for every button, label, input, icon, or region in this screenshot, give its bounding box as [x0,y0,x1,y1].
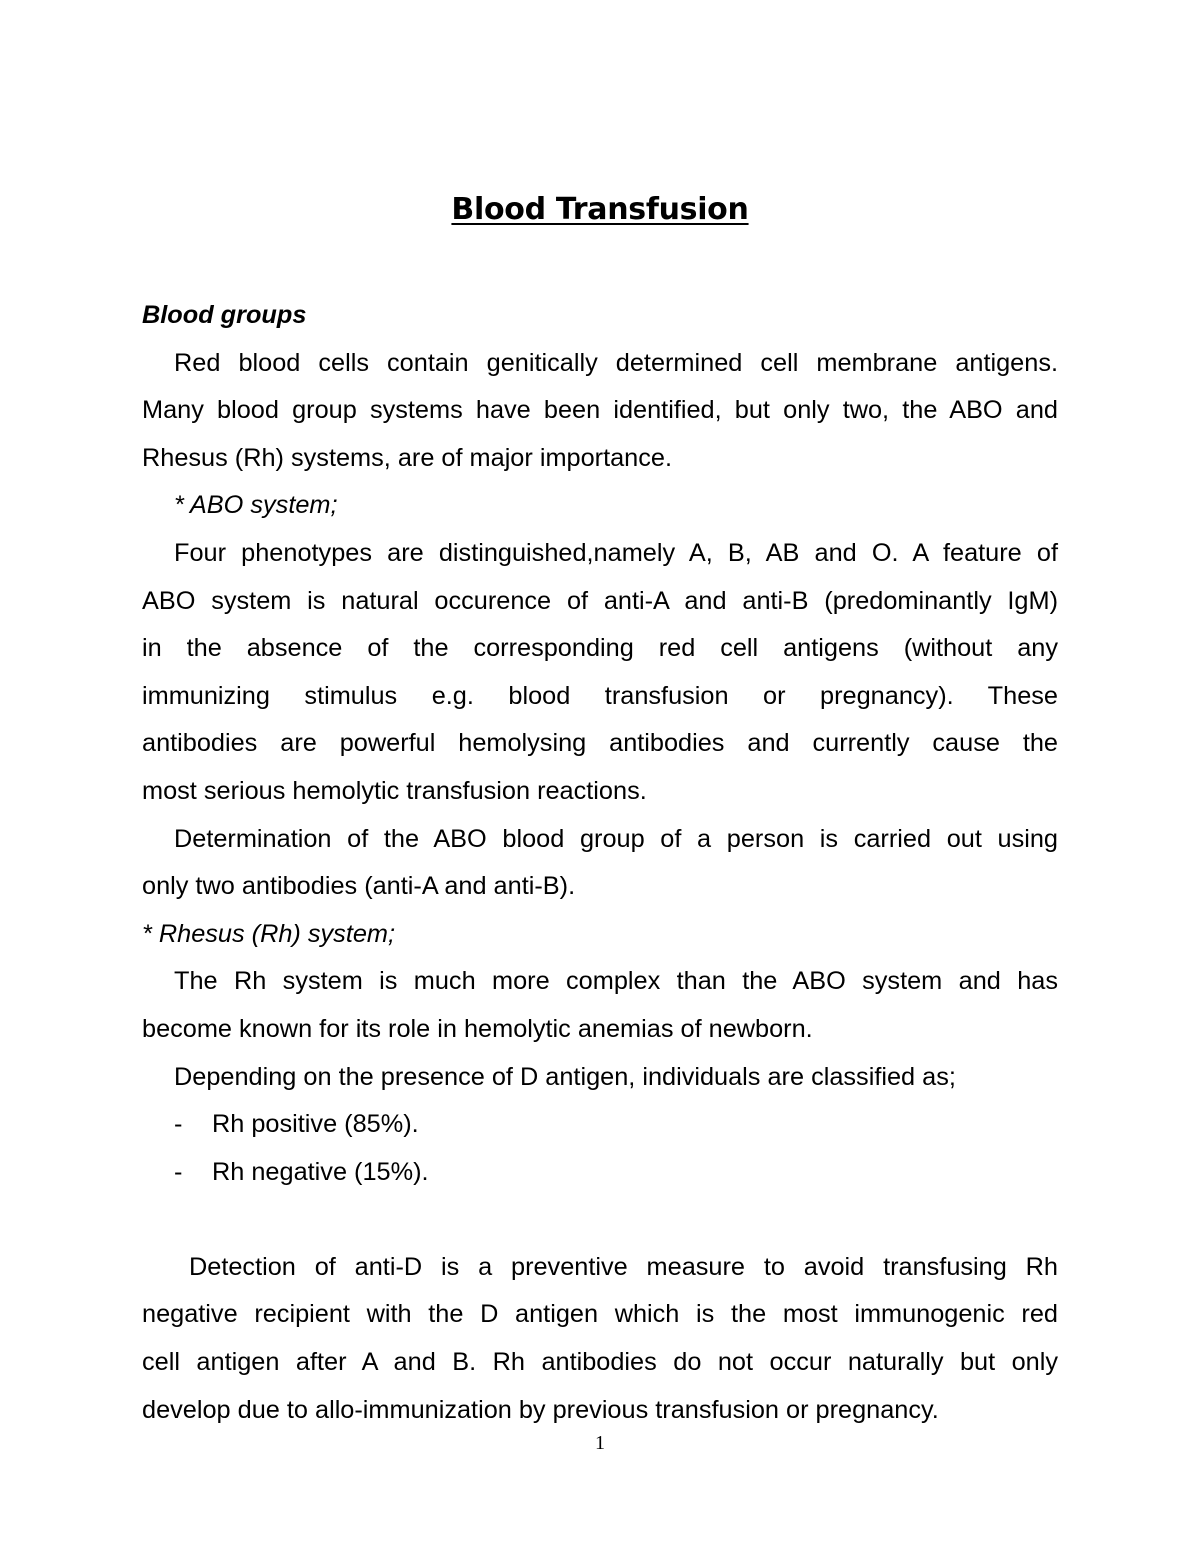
abo-determination-line-1: Determination of the ABO blood group of a person is carried out using [174,824,1058,853]
rhesus-system-heading: * Rhesus (Rh) system; [142,919,396,948]
abo-paragraph-line-2: ABO system is natural occurence of anti-A and anti-B (predominantly IgM) [142,586,1058,615]
rhesus-classification-intro: Depending on the presence of D antigen, individuals are classified as; [174,1062,956,1091]
section-heading-blood-groups: Blood groups [142,301,307,329]
intro-line-2: Many blood group systems have been identified, but only two, the ABO and [142,396,1058,425]
abo-system-heading: * ABO system; [174,491,338,520]
list-item [142,1101,1058,1149]
bullet-text-rh-positive: Rh positive (85%). [212,1110,419,1139]
intro-line-3: Rhesus (Rh) systems, are of major importance. [142,443,672,472]
intro-line-1: Red blood cells contain genitically determined cell membrane antigens. [174,348,1058,377]
bullet-dash: - [174,1110,183,1139]
bullet-dash: - [174,1157,183,1186]
abo-paragraph-line-6: most serious hemolytic transfusion reactions. [142,776,647,805]
detection-line-3: cell antigen after A and B. Rh antibodies do not occur naturally but only [142,1348,1058,1377]
detection-line-2: negative recipient with the D antigen which is the most immunogenic red [142,1300,1058,1329]
detection-line-1: Detection of anti-D is a preventive measure to avoid transfusing Rh [189,1252,1058,1281]
abo-paragraph-line-5: antibodies are powerful hemolysing antibodies and currently cause the [142,729,1058,758]
abo-paragraph-line-1: Four phenotypes are distinguished,namely A, B, AB and O. A feature of [174,538,1058,567]
detection-line-4: develop due to allo-immunization by previous transfusion or pregnancy. [142,1395,939,1424]
list-item [142,1149,1058,1197]
page-number: 1 [595,1432,605,1454]
rhesus-paragraph-line-1: The Rh system is much more complex than the ABO system and has [174,967,1058,996]
bullet-text-rh-negative: Rh negative (15%). [212,1157,429,1186]
document-title: Blood Transfusion [451,192,749,227]
document-body [142,292,1058,1434]
paragraph-spacer [142,1196,1058,1244]
abo-paragraph-line-3: in the absence of the corresponding red cell antigens (without any [142,634,1058,663]
abo-determination-line-2: only two antibodies (anti-A and anti-B). [142,872,576,901]
rhesus-paragraph-line-2: become known for its role in hemolytic anemias of newborn. [142,1014,813,1043]
abo-paragraph-line-4: immunizing stimulus e.g. blood transfusion or pregnancy). These [142,681,1058,710]
